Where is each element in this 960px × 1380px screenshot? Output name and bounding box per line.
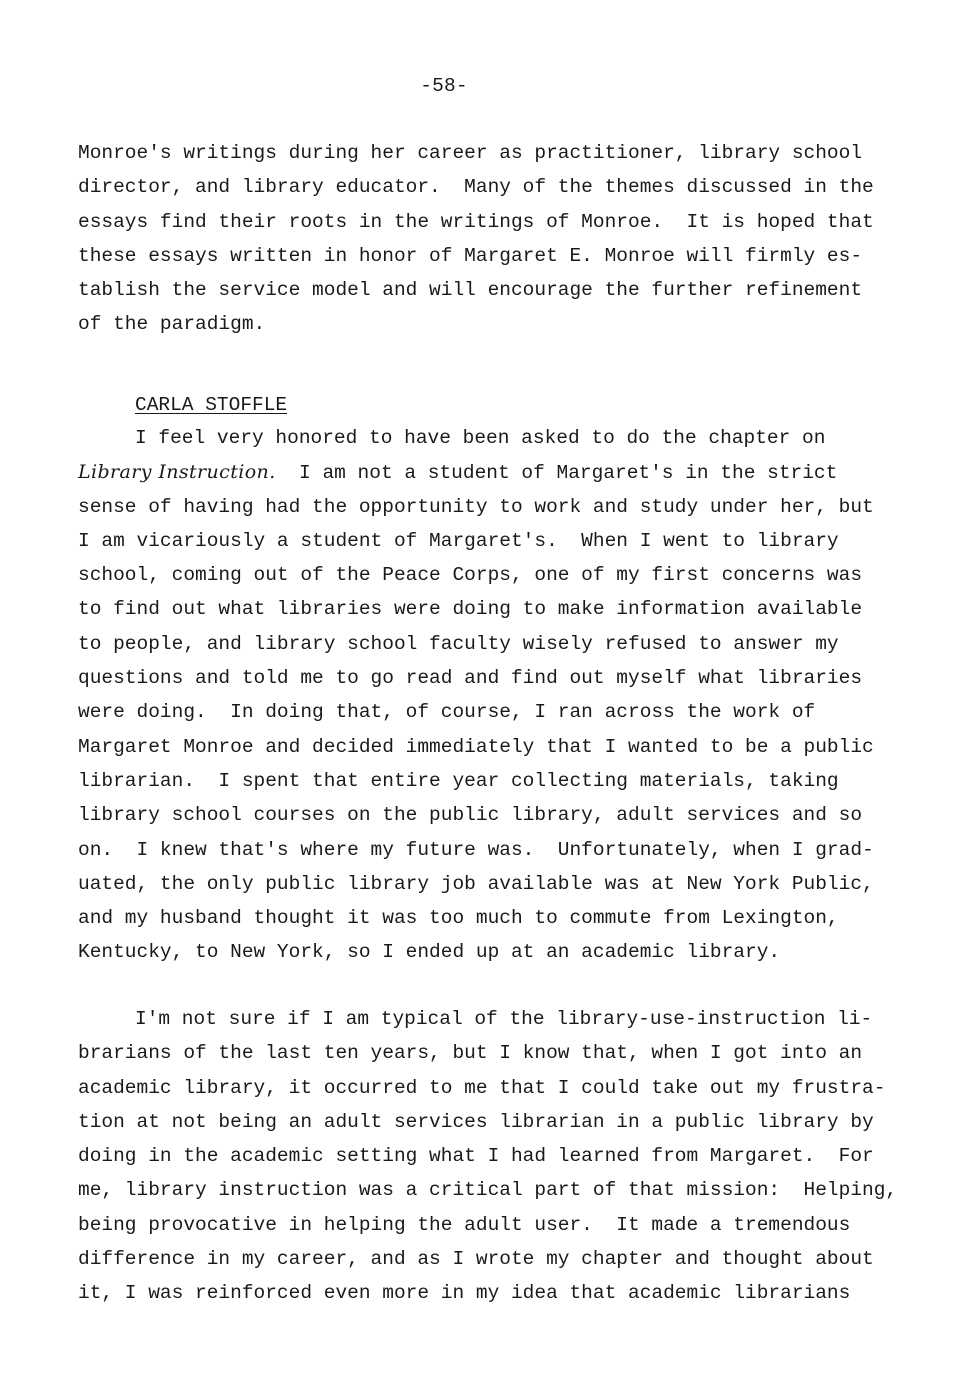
text-line: tion at not being an adult services librarian in a public library by [78,1110,874,1133]
text-line: I am vicariously a student of Margaret's. When I went to library [78,529,839,552]
text-line: were doing. In doing that, of course, I ran across the work of [78,701,816,724]
paragraph-3 [78,1002,898,1311]
text-line: director, and library educator. Many of the themes discussed in the [78,176,874,199]
text-line: uated, the only public library job available was at New York Public, [78,872,874,895]
text-line: sense of having had the opportunity to work and study under her, but [78,495,874,518]
text-line: of the paradigm. [78,313,266,336]
text-line: to find out what libraries were doing to make information available [78,598,863,621]
text-line: these essays written in honor of Margaret E. Monroe will firmly es- [78,244,863,267]
chapter-title: Library Instruction. [78,461,276,484]
paragraph-1 [78,136,888,342]
text-line: library school courses on the public library, adult services and so [78,804,863,827]
page-number: -58- [420,75,468,97]
text-line: brarians of the last ten years, but I know that, when I got into an [78,1042,863,1065]
text-line [78,455,888,489]
paragraph-2 [78,421,888,970]
text-line: academic library, it occurred to me that I could take out my frustra- [78,1076,886,1099]
text-line: me, library instruction was a critical part of that mission: Helping, [78,1179,898,1202]
text-line: librarian. I spent that entire year collecting materials, taking [78,769,839,792]
text-line: questions and told me to go read and find out myself what libraries [78,667,863,690]
text-line: tablish the service model and will encourage the further refinement [78,279,863,302]
text-line: being provocative in helping the adult user. It made a tremendous [78,1213,851,1236]
text-line: essays find their roots in the writings of Monroe. It is hoped that [78,210,874,233]
text-line: Margaret Monroe and decided immediately that I wanted to be a public [78,735,874,758]
text-line: to people, and library school faculty wisely refused to answer my [78,632,839,655]
text-line: doing in the academic setting what I had learned from Margaret. For [78,1145,874,1168]
text-line: I feel very honored to have been asked to do the chapter on [135,427,826,449]
text-line-rest: I am not a student of Margaret's in the strict [275,462,838,485]
text-line: Kentucky, to New York, so I ended up at an academic library. [78,941,781,964]
text-line: and my husband thought it was too much to commute from Lexington, [78,907,839,930]
text-line: difference in my career, and as I wrote my chapter and thought about [78,1248,874,1271]
text-line: I'm not sure if I am typical of the library-use-instruction li- [135,1008,873,1030]
text-line: Monroe's writings during her career as practitioner, library school [78,142,863,164]
text-line: on. I knew that's where my future was. Unfortunately, when I grad- [78,838,874,861]
text-line: it, I was reinforced even more in my idea that academic librarians [78,1282,851,1305]
speaker-heading: CARLA STOFFLE [135,394,288,416]
text-line: school, coming out of the Peace Corps, one of my first concerns was [78,564,863,587]
